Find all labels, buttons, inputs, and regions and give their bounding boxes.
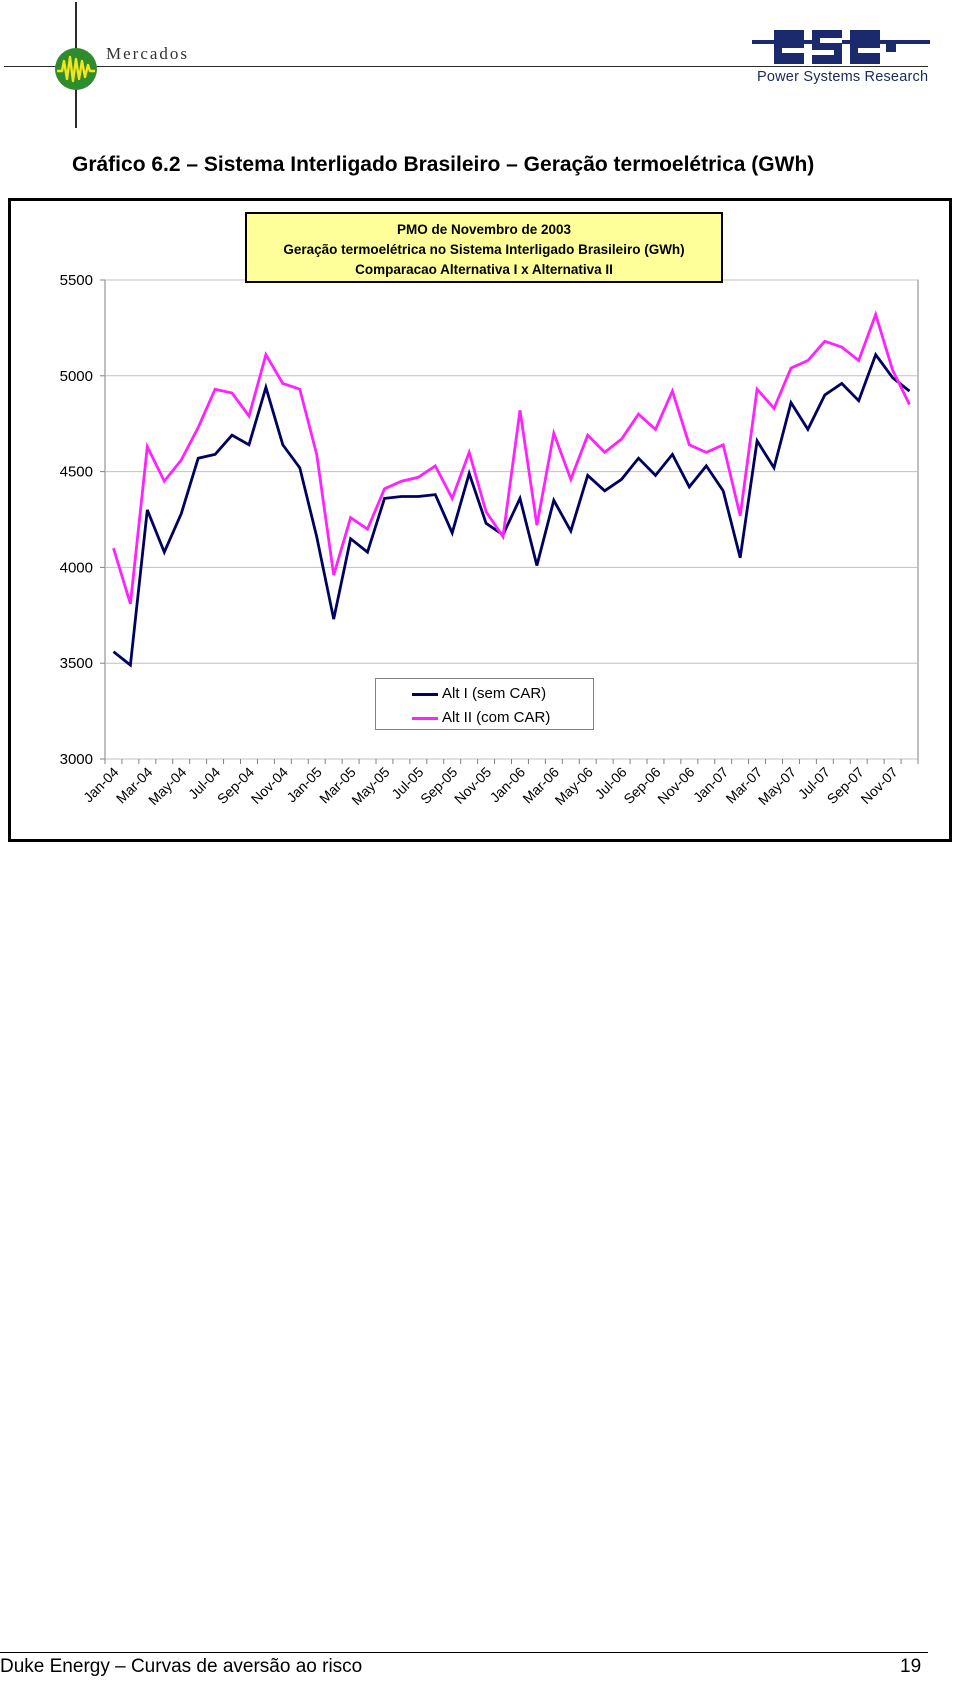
- y-tick-label: 4000: [59, 559, 93, 577]
- x-tick-label: Jul-06: [591, 763, 630, 803]
- x-tick-label: Jul-07: [794, 763, 833, 803]
- x-tick-label: Nov-07: [857, 763, 901, 808]
- x-tick-label: Sep-05: [417, 763, 461, 808]
- x-tick-label: Mar-05: [316, 763, 359, 807]
- x-tick-label: Jan-05: [283, 763, 325, 806]
- x-tick-label: May-07: [754, 763, 800, 809]
- chart-legend: [375, 678, 594, 730]
- x-tick-label: Jan-06: [486, 763, 529, 806]
- x-tick-label: Sep-07: [823, 763, 867, 808]
- legend-entry-alt-2: [376, 707, 593, 729]
- x-tick-label: Jul-04: [184, 763, 224, 803]
- chart-title-line-3: Comparacao Alternativa I x Alternativa II: [355, 262, 613, 277]
- x-tick-label: May-05: [348, 763, 393, 809]
- x-tick-label: Mar-06: [519, 763, 562, 807]
- y-tick-label: 3000: [59, 751, 93, 768]
- x-tick-label: Mar-04: [112, 763, 156, 807]
- x-tick-label: Sep-06: [620, 763, 664, 808]
- legend-swatch-alt-1: [412, 693, 438, 696]
- x-tick-label: May-04: [145, 763, 190, 809]
- x-tick-label: Nov-04: [247, 763, 291, 808]
- page-number: 19: [900, 1656, 922, 1677]
- x-tick-label: Sep-04: [213, 763, 258, 808]
- x-tick-label: Jan-07: [689, 763, 732, 806]
- mercados-logo-text: Mercados: [106, 44, 190, 63]
- legend-label-alt-2: Alt II (com CAR): [442, 709, 551, 726]
- x-tick-label: Nov-06: [654, 763, 698, 808]
- x-tick-label: Nov-05: [450, 763, 495, 808]
- chart-title-box: [245, 212, 723, 283]
- legend-swatch-alt-2: [412, 717, 438, 720]
- y-tick-label: 4500: [59, 463, 93, 481]
- chart-title-line-2: Geração termoelétrica no Sistema Interligado Brasileiro (GWh): [283, 242, 685, 257]
- legend-entry-alt-1: [376, 683, 593, 705]
- x-tick-label: Jul-05: [388, 763, 427, 803]
- chart-title-line-1: PMO de Novembro de 2003: [396, 222, 572, 237]
- y-tick-label: 3500: [59, 655, 93, 673]
- x-tick-label: Jan-04: [80, 763, 122, 806]
- legend-label-alt-1: Alt I (sem CAR): [442, 685, 547, 702]
- psr-logo-text: Power Systems Research: [757, 69, 929, 85]
- footer-divider: [0, 1652, 928, 1653]
- x-tick-label: Mar-07: [722, 763, 766, 807]
- footer-text: Duke Energy – Curvas de aversão ao risco: [0, 1656, 363, 1677]
- x-tick-label: May-06: [551, 763, 596, 809]
- y-tick-label: 5000: [59, 367, 93, 385]
- page-title: Gráfico 6.2 – Sistema Interligado Brasileiro – Geração termoelétrica (GWh): [72, 153, 815, 176]
- y-tick-label: 5500: [59, 272, 93, 289]
